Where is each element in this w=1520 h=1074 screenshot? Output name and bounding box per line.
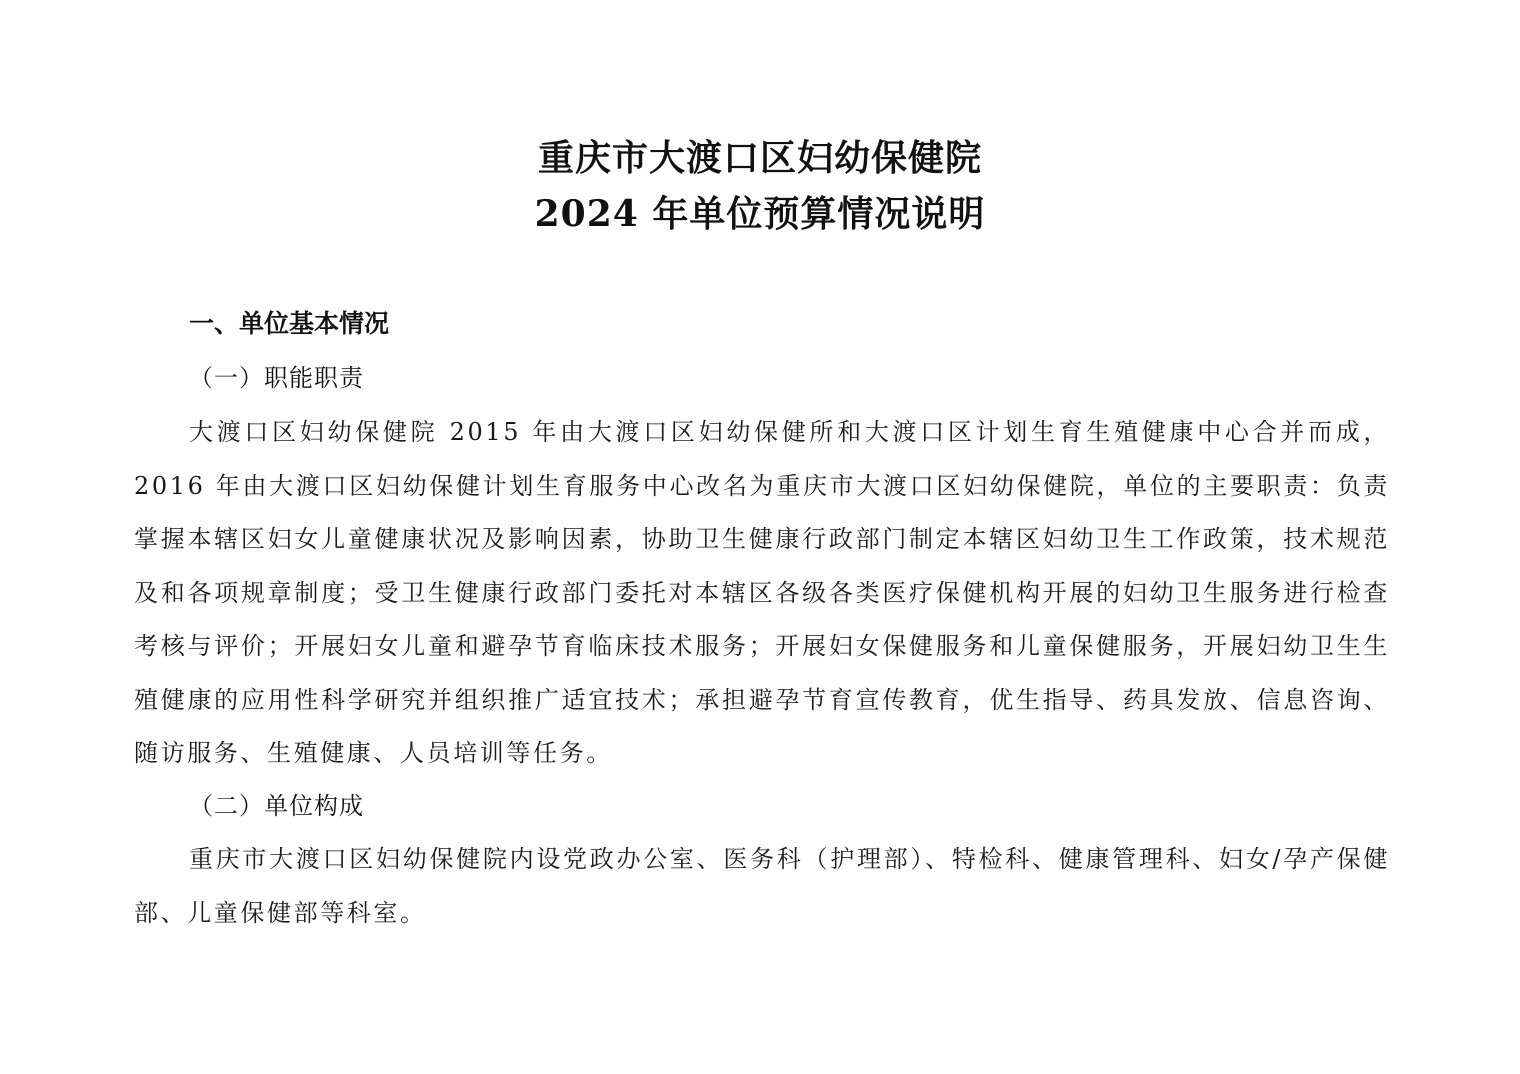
document-title-line-2: 2024 年单位预算情况说明 <box>534 193 986 235</box>
subsection-heading-composition: （二）单位构成 <box>189 792 364 820</box>
section-heading-basic-info: 一、单位基本情况 <box>189 309 390 338</box>
subsection-heading-duties: （一）职能职责 <box>189 364 364 392</box>
paragraph-composition: 重庆市大渡口区妇幼保健院内设党政办公室、医务科（护理部）、特检科、健康管理科、妇女/孕产保健部、儿童保健部等科室。 <box>134 845 1390 927</box>
paragraph-duties: 大渡口区妇幼保健院 2015 年由大渡口区妇幼保健所和大渡口区计划生育生殖健康中心合并而成，2016 年由大渡口区妇幼保健计划生育服务中心改名为重庆市大渡口区妇幼保健院，单位的主要职责：负责掌握本辖区妇女儿童健康状况及影响因素，协助卫生健康行政部门制定本辖区妇幼卫生工作政策，技术规范及和各项规章制度；受卫生健康行政部门委托对本辖区各级各类医疗保健机构开展的妇幼卫生服务进行检查考核与评价；开展妇女儿童和避孕节育临床技术服务；开展妇女保健服务和儿童保健服务，开展妇幼卫生生殖健康的应用性科学研究并组织推广适宜技术；承担避孕节育宣传教育，优生指导、药具发放、信息咨询、随访服务、生殖健康、人员培训等任务。 <box>134 418 1390 767</box>
document-title-line-1: 重庆市大渡口区妇幼保健院 <box>537 137 982 179</box>
